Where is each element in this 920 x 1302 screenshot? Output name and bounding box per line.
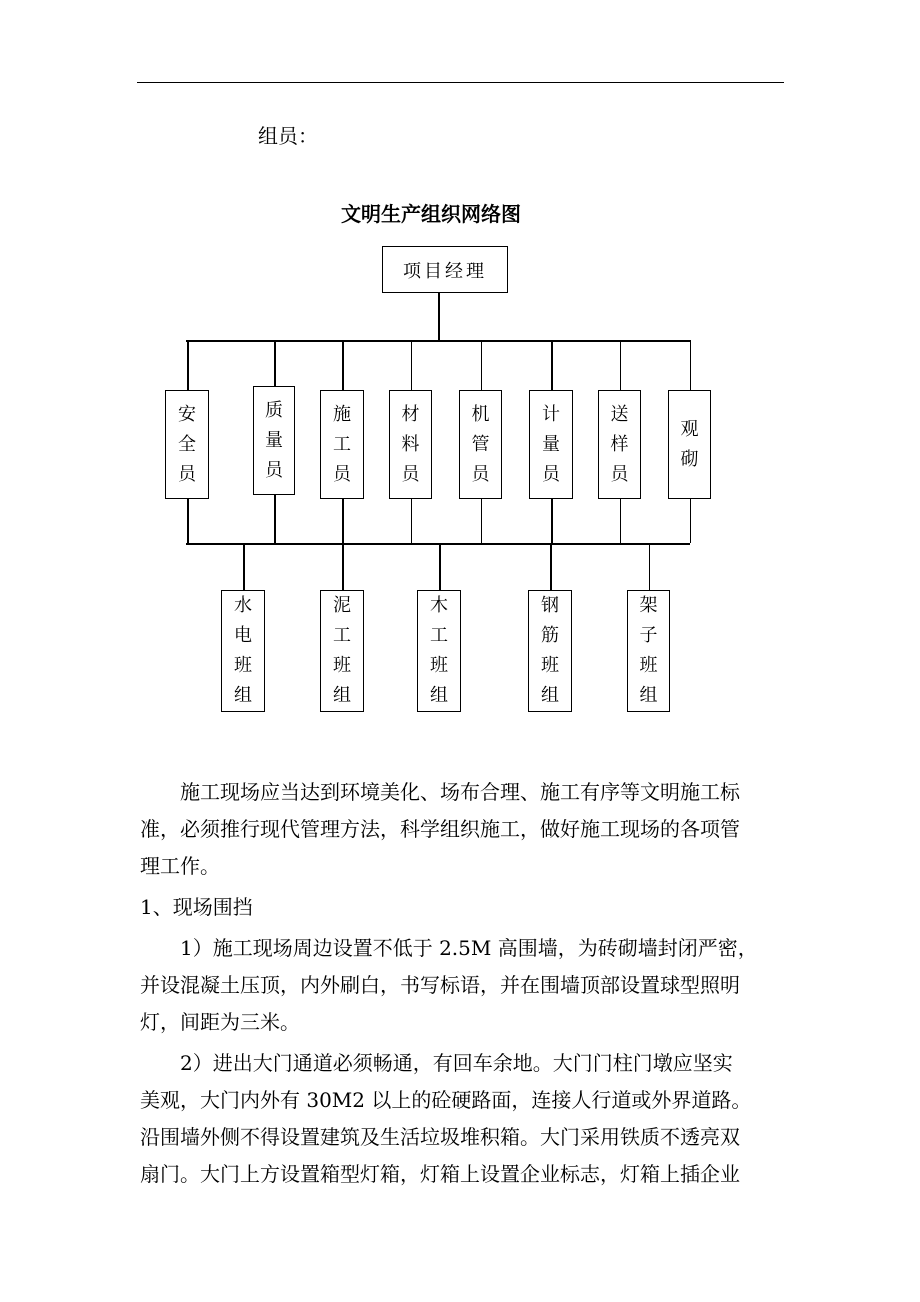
org-node-staff-0 [165, 390, 209, 499]
org-node-char: 砌 [680, 448, 699, 470]
connector-root-down [438, 293, 440, 340]
text-line: 美观，大门内外有 30M2 以上的砼硬路面，连接人行道或外界道路。 [140, 1088, 752, 1112]
org-node-char: 钢 [541, 595, 559, 616]
org-node-char: 料 [401, 433, 420, 455]
connector-staff-top [690, 340, 692, 390]
org-node-char: 组 [541, 685, 559, 706]
connector-staff-bottom [551, 499, 553, 543]
connector-team-top [439, 543, 441, 590]
connector-staff-bottom [620, 499, 622, 543]
text-line: 施工现场应当达到环境美化、场布合理、施工有序等文明施工标 [140, 780, 740, 804]
connector-staff-bottom [342, 499, 344, 543]
text-line: 扇门。大门上方设置箱型灯箱，灯箱上设置企业标志，灯箱上插企业 [140, 1162, 740, 1186]
header-rule [137, 82, 784, 83]
org-node-char: 水 [234, 595, 252, 616]
connector-level2-bottom-bus [186, 543, 690, 545]
text-line: 1）施工现场周边设置不低于 2.5M 高围墙，为砖砌墙封闭严密， [140, 936, 758, 960]
org-node-char: 员 [265, 459, 283, 481]
org-node-char: 架 [639, 595, 658, 616]
members-label: 组员： [258, 124, 318, 148]
org-node-char: 机 [471, 403, 490, 425]
org-node-char: 全 [178, 433, 196, 455]
connector-staff-bottom [187, 499, 189, 543]
org-node-team-4 [627, 590, 670, 712]
org-node-char: 计 [542, 403, 560, 425]
connector-staff-top [620, 340, 622, 390]
org-node-char: 木 [430, 595, 448, 616]
connector-level2-bus [186, 340, 690, 342]
connector-staff-bottom [411, 499, 413, 543]
connector-team-top [550, 543, 552, 590]
org-node-char: 班 [333, 655, 351, 676]
org-node-team-2 [417, 590, 461, 712]
org-node-char: 员 [333, 463, 351, 485]
org-node-team-0 [221, 590, 265, 712]
org-node-char: 班 [639, 655, 658, 676]
org-node-char: 泥 [333, 595, 351, 616]
org-node-char: 员 [471, 463, 490, 485]
org-node-staff-6 [598, 390, 641, 499]
text-line: 准，必须推行现代管理方法，科学组织施工，做好施工现场的各项管 [140, 817, 740, 841]
org-node-char: 筋 [541, 625, 559, 646]
text-line: 理工作。 [140, 854, 220, 878]
org-node-team-3 [528, 590, 572, 712]
connector-staff-top [274, 340, 276, 386]
org-node-char: 质 [265, 399, 283, 421]
item1-paragraph [140, 930, 790, 1041]
connector-team-top [243, 543, 245, 590]
org-node-char: 施 [333, 403, 351, 425]
org-node-char: 子 [639, 625, 658, 646]
org-node-char: 组 [430, 685, 448, 706]
section1-heading: 1、现场围挡 [140, 895, 253, 919]
org-node-char: 样 [610, 433, 629, 455]
org-node-char: 组 [234, 685, 252, 706]
org-node-staff-4 [459, 390, 502, 499]
org-node-staff-1 [253, 386, 295, 495]
connector-staff-top [481, 340, 483, 390]
org-node-char: 工 [430, 625, 448, 646]
org-node-staff-5 [529, 390, 573, 499]
connector-staff-top [551, 340, 553, 390]
org-node-char: 班 [541, 655, 559, 676]
connector-staff-bottom [481, 499, 483, 543]
org-node-char: 员 [542, 463, 560, 485]
section-heading [140, 889, 790, 926]
org-node-char: 员 [178, 463, 196, 485]
connector-staff-top [342, 340, 344, 390]
org-node-char: 班 [234, 655, 252, 676]
org-node-char: 组 [333, 685, 351, 706]
connector-team-top [342, 543, 344, 590]
org-node-char: 电 [234, 625, 252, 646]
connector-staff-bottom [274, 495, 276, 543]
org-node-char: 量 [542, 433, 560, 455]
org-node-char: 工 [333, 433, 351, 455]
connector-staff-bottom [690, 499, 692, 543]
org-node-staff-2 [320, 390, 364, 499]
org-node-char: 安 [178, 403, 196, 425]
connector-staff-top [411, 340, 413, 390]
org-node-staff-7 [668, 390, 711, 499]
text-line: 沿围墙外侧不得设置建筑及生活垃圾堆积箱。大门采用铁质不透亮双 [140, 1125, 740, 1149]
org-chart-title: 文明生产组织网络图 [341, 202, 521, 226]
org-node-char: 观 [680, 418, 699, 440]
intro-paragraph [140, 774, 790, 885]
org-node-project-manager: 项目经理 [382, 246, 508, 293]
org-node-char: 组 [639, 685, 658, 706]
org-node-char: 员 [401, 463, 420, 485]
org-node-team-1 [320, 590, 364, 712]
org-node-char: 送 [610, 403, 629, 425]
org-node-char: 材 [401, 403, 420, 425]
connector-team-top [649, 543, 651, 590]
org-node-staff-3 [389, 390, 432, 499]
org-node-char: 员 [610, 463, 629, 485]
item2-paragraph [140, 1045, 790, 1193]
org-node-char: 量 [265, 429, 283, 451]
text-line: 灯，间距为三米。 [140, 1010, 300, 1034]
org-node-char: 工 [333, 625, 351, 646]
connector-staff-top [187, 340, 189, 390]
org-node-char: 班 [430, 655, 448, 676]
text-line: 2）进出大门通道必须畅通，有回车余地。大门门柱门墩应坚实 [140, 1051, 733, 1075]
org-node-char: 管 [471, 433, 490, 455]
text-line: 并设混凝土压顶，内外刷白，书写标语，并在围墙顶部设置球型照明 [140, 973, 740, 997]
